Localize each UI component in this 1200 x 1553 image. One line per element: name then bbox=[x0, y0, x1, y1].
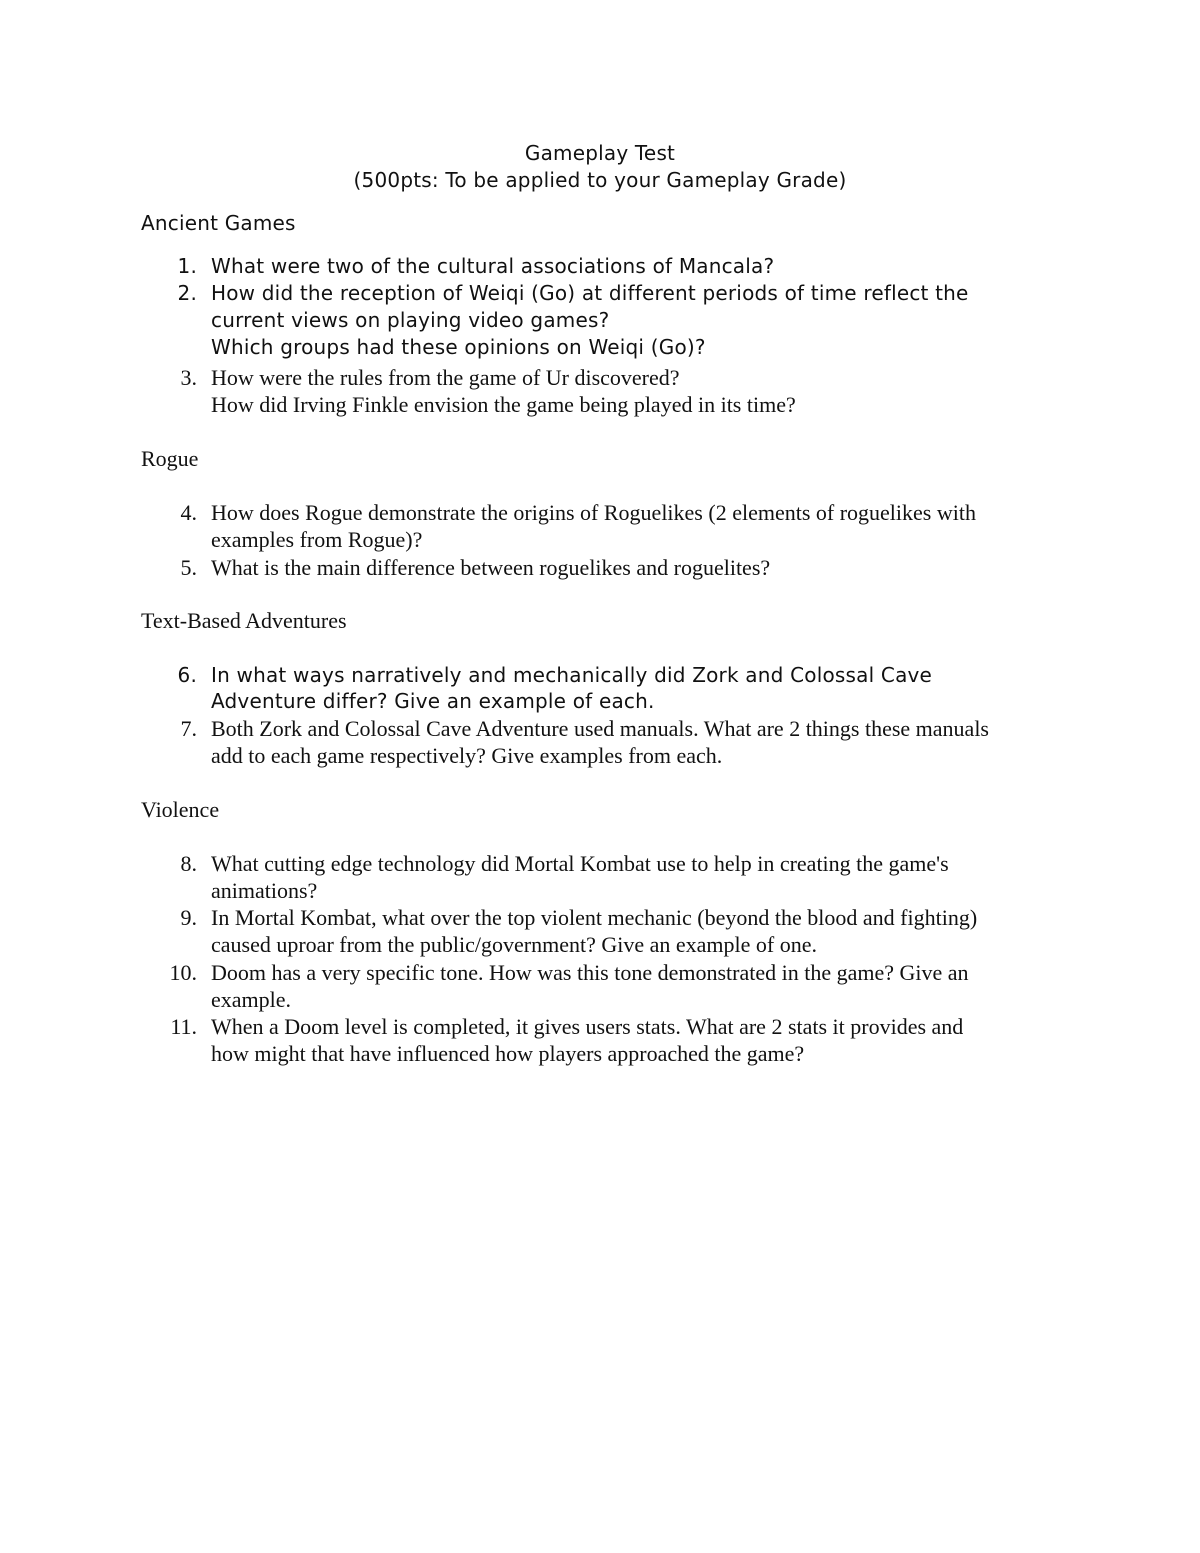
question-number: 5. bbox=[180, 555, 197, 580]
question-text: How did the reception of Weiqi (Go) at different periods of time reflect the bbox=[211, 281, 969, 305]
question-number: 6. bbox=[177, 663, 197, 687]
section-heading-text-based-adventures: Text-Based Adventures bbox=[141, 608, 347, 633]
section-heading-ancient-games: Ancient Games bbox=[141, 211, 296, 235]
document-title: Gameplay Test bbox=[524, 141, 676, 165]
question-number: 10. bbox=[169, 960, 197, 985]
section-heading-violence: Violence bbox=[141, 797, 220, 822]
question-number: 1. bbox=[177, 254, 197, 278]
question-text: how might that have influenced how players approached the game? bbox=[211, 1041, 805, 1066]
question-text: What were two of the cultural associations of Mancala? bbox=[211, 254, 775, 278]
question-text: current views on playing video games? bbox=[211, 308, 610, 332]
question-text: Adventure differ? Give an example of each. bbox=[211, 689, 655, 713]
question-number: 2. bbox=[177, 281, 197, 305]
question-text: add to each game respectively? Give examples from each. bbox=[211, 743, 723, 768]
question-text: What cutting edge technology did Mortal Kombat use to help in creating the game's bbox=[211, 851, 949, 876]
section-heading-rogue: Rogue bbox=[141, 446, 199, 471]
question-text: When a Doom level is completed, it gives users stats. What are 2 stats it provides and bbox=[211, 1014, 964, 1039]
question-text: What is the main difference between roguelikes and roguelites? bbox=[211, 555, 771, 580]
question-text: How does Rogue demonstrate the origins of Roguelikes (2 elements of roguelikes with bbox=[211, 500, 976, 525]
question-text: Both Zork and Colossal Cave Adventure used manuals. What are 2 things these manuals bbox=[211, 716, 989, 741]
document-subtitle: (500pts: To be applied to your Gameplay Grade) bbox=[353, 168, 847, 192]
question-text: Which groups had these opinions on Weiqi (Go)? bbox=[211, 335, 706, 359]
question-number: 11. bbox=[170, 1014, 197, 1039]
question-number: 9. bbox=[180, 905, 197, 930]
question-text: In Mortal Kombat, what over the top violent mechanic (beyond the blood and fighting) bbox=[211, 905, 978, 930]
question-text: caused uproar from the public/government? Give an example of one. bbox=[211, 932, 817, 957]
question-text: How did Irving Finkle envision the game being played in its time? bbox=[211, 392, 796, 417]
question-text: examples from Rogue)? bbox=[211, 527, 423, 552]
question-number: 7. bbox=[180, 716, 197, 741]
question-number: 3. bbox=[180, 365, 197, 390]
question-text: example. bbox=[211, 987, 292, 1012]
question-text: animations? bbox=[211, 878, 318, 903]
question-text: How were the rules from the game of Ur discovered? bbox=[211, 365, 680, 390]
question-text: In what ways narratively and mechanically did Zork and Colossal Cave bbox=[211, 663, 933, 687]
question-number: 4. bbox=[180, 500, 197, 525]
question-number: 8. bbox=[180, 851, 197, 876]
question-text: Doom has a very specific tone. How was this tone demonstrated in the game? Give an bbox=[211, 960, 969, 985]
